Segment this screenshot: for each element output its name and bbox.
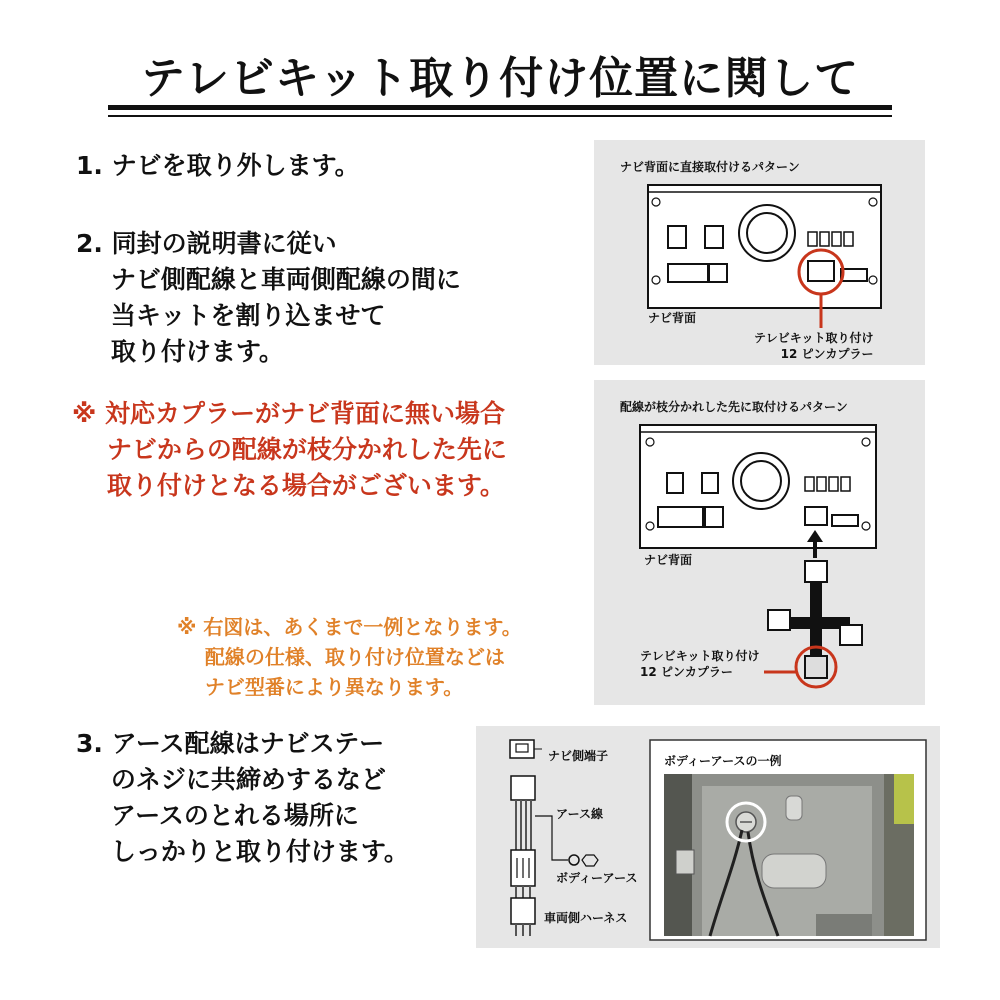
photo-title: ボディーアースの一例 (664, 754, 782, 768)
diagram-earth-wiring (476, 726, 940, 948)
step-2-text: 2. 同封の説明書に従い ナビ側配線と車両側配線の間に 当キットを割り込ませて 取り付けます。 (76, 229, 461, 366)
earth-wire-label: アース線 (556, 807, 604, 821)
diagram-branch-mount-back-label: ナビ背面 (644, 553, 693, 567)
caution-note-orange: ※ 右図は、あくまで一例となります。 配線の仕様、取り付け位置などは ナビ型番により異なります。 (177, 615, 522, 699)
navi-terminal-label: ナビ側端子 (548, 749, 609, 763)
body-earth-label: ボディーアース (556, 871, 638, 885)
title-underline-thin (108, 115, 892, 117)
page-title: テレビキット取り付け位置に関して (140, 53, 860, 104)
caution-note-red: ※ 対応カプラーがナビ背面に無い場合 ナビからの配線が枝分かれした先に 取り付けとなる場合がございます。 (72, 399, 507, 500)
body-earth-photo (664, 774, 914, 936)
diagram-direct-mount (594, 140, 925, 365)
step-1-text: 1. ナビを取り外します。 (76, 151, 360, 180)
diagram-branch-mount-title: 配線が枝分かれした先に取付けるパターン (620, 400, 848, 414)
title-underline (108, 105, 892, 110)
diagram-direct-mount-title: ナビ背面に直接取付けるパターン (620, 160, 800, 174)
diagram-direct-mount-coupler-label: テレビキット取り付け 12 ピンカプラー (754, 331, 874, 361)
step-3-text: 3. アース配線はナビステー のネジに共締めするなど アースのとれる場所に しっかりと取り付けます。 (76, 729, 409, 866)
vehicle-harness-label: 車両側ハーネス (544, 911, 628, 925)
diagram-branch-mount (594, 380, 925, 705)
diagram-branch-mount-coupler-label: テレビキット取り付け 12 ピンカプラー (640, 649, 760, 679)
diagram-direct-mount-back-label: ナビ背面 (648, 311, 697, 325)
